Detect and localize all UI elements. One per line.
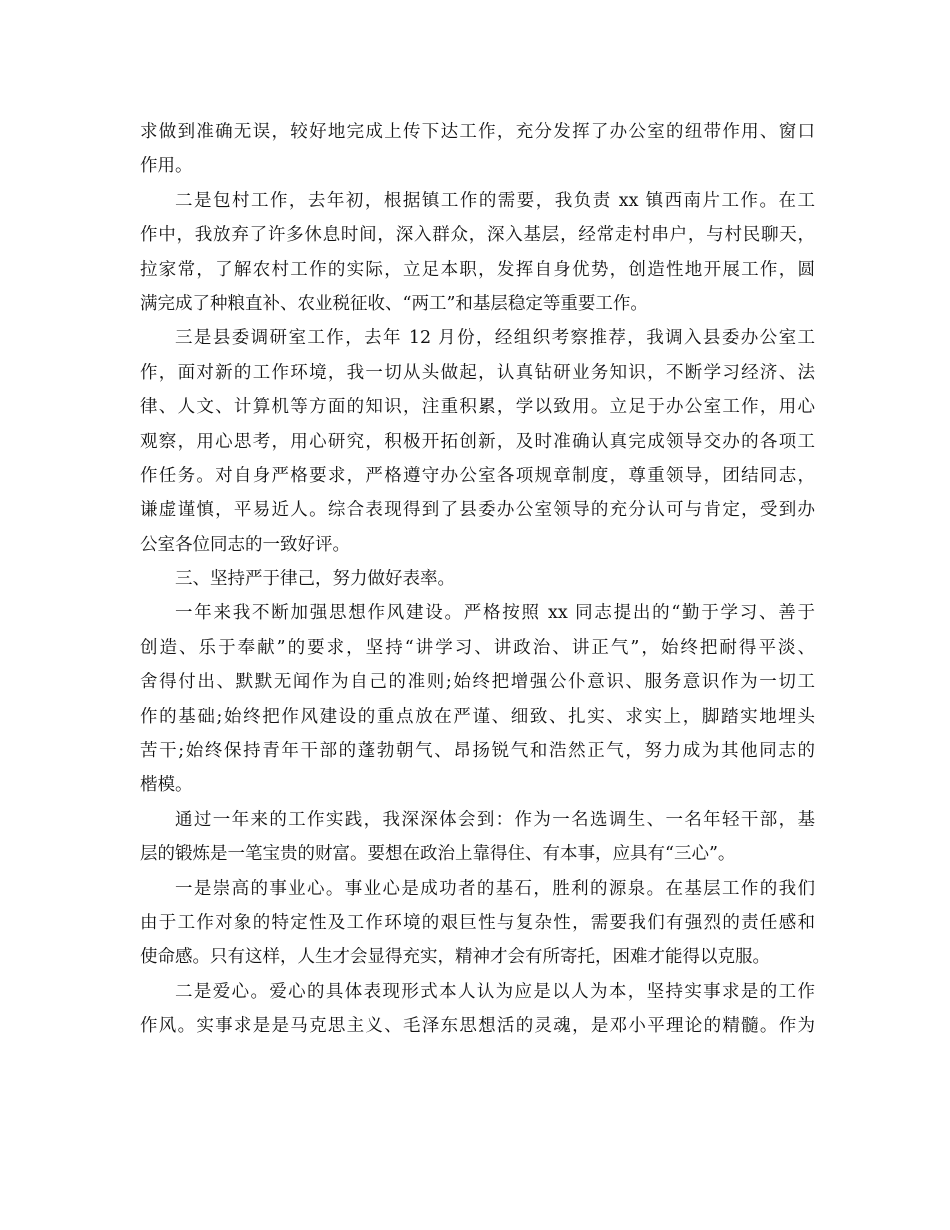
text-line: 拉家常，了解农村工作的实际，立足本职，发挥自身优势，创造性地开展工作，圆 — [140, 259, 815, 280]
text-line: 作中，我放弃了许多休息时间，深入群众，深入基层，经常走村串户，与村民聊天， — [140, 225, 815, 246]
text-line: 作任务。对自身严格要求，严格遵守办公室各项规章制度，尊重领导，团结同志， — [140, 465, 815, 486]
text-line: 二是包村工作，去年初，根据镇工作的需要，我负责 xx 镇西南片工作。在工 — [175, 190, 815, 211]
text-line: 求做到准确无误，较好地完成上传下达工作，充分发挥了办公室的纽带作用、窗口 — [140, 122, 815, 142]
text-line: 作用。 — [140, 156, 193, 177]
text-line: 二是爱心。爱心的具体表现形式本人认为应是以人为本，坚持实事求是的工作 — [175, 981, 815, 1002]
text-line: 使命感。只有这样，人生才会显得充实，精神才会有所寄托，困难才能得以克服。 — [140, 947, 770, 968]
text-line: 通过一年来的工作实践，我深深体会到：作为一名选调生、一名年轻干部，基 — [175, 809, 815, 830]
text-line: 一年来我不断加强思想作风建设。严格按照 xx 同志提出的“勤于学习、善于 — [175, 603, 815, 624]
text-line: 由于工作对象的特定性及工作环境的艰巨性与复杂性，需要我们有强烈的责任感和 — [140, 912, 815, 933]
text-line: 层的锻炼是一笔宝贵的财富。要想在政治上靠得住、有本事，应具有“三心”。 — [140, 844, 736, 865]
document-body — [140, 115, 815, 1044]
text-line: 舍得付出、默默无闻作为自己的准则;始终把增强公仆意识、服务意识作为一切工 — [140, 672, 815, 693]
text-line: 三是县委调研室工作，去年 12 月份，经组织考察推荐，我调入县委办公室工 — [175, 328, 815, 349]
text-line: 作风。实事求是是马克思主义、毛泽东思想活的灵魂，是邓小平理论的精髓。作为 — [140, 1016, 815, 1037]
text-line: 满完成了种粮直补、农业税征收、“两工”和基层稳定等重要工作。 — [140, 293, 648, 314]
text-line: 观察，用心思考，用心研究，积极开拓创新，及时准确认真完成领导交办的各项工 — [140, 431, 815, 452]
text-line: 三、坚持严于律己，努力做好表率。 — [175, 569, 455, 590]
text-line: 创造、乐于奉献”的要求，坚持“讲学习、讲政治、讲正气”，始终把耐得平淡、 — [140, 637, 815, 658]
text-line: 公室各位同志的一致好评。 — [140, 534, 350, 555]
text-line: 谦虚谨慎，平易近人。综合表现得到了县委办公室领导的充分认可与肯定，受到办 — [140, 500, 815, 521]
text-line: 楷模。 — [140, 775, 193, 796]
text-line: 作，面对新的工作环境，我一切从头做起，认真钻研业务知识，不断学习经济、法 — [140, 362, 815, 383]
text-line: 作的基础;始终把作风建设的重点放在严谨、细致、扎实、求实上，脚踏实地埋头 — [140, 706, 815, 727]
text-line: 一是崇高的事业心。事业心是成功者的基石，胜利的源泉。在基层工作的我们 — [175, 878, 815, 899]
text-line: 律、人文、计算机等方面的知识，注重积累，学以致用。立足于办公室工作，用心 — [140, 397, 815, 418]
text-line: 苦干;始终保持青年干部的蓬勃朝气、昂扬锐气和浩然正气，努力成为其他同志的 — [140, 741, 815, 762]
